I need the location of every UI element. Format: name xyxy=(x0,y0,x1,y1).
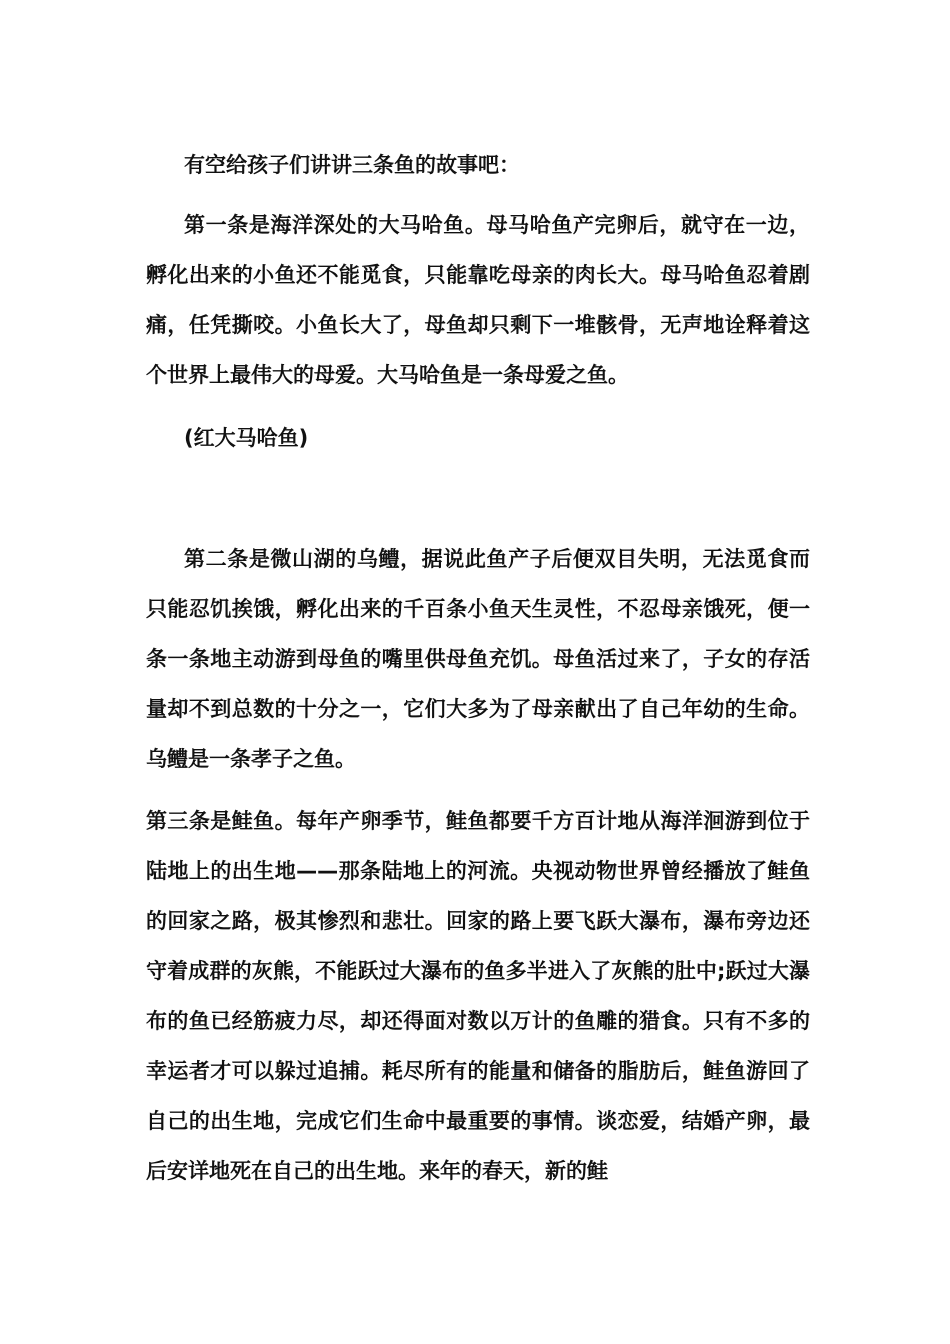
fish2-paragraph: 第二条是微山湖的乌鳢，据说此鱼产子后便双目失明，无法觅食而只能忍饥挨饿，孵化出来的千百条小鱼天生灵性，不忍母亲饿死，便一条一条地主动游到母鱼的嘴里供母鱼充饥。母鱼活过来了，子女的存活量却不到总数的十分之一，它们大多为了母亲献出了自己年幼的生命。乌鳢是一条孝子之鱼。 xyxy=(146,547,810,771)
image-caption: (红大马哈鱼) xyxy=(184,426,309,450)
fish1-paragraph: 第一条是海洋深处的大马哈鱼。母马哈鱼产完卵后，就守在一边，孵化出来的小鱼还不能觅食，只能靠吃母亲的肉长大。母马哈鱼忍着剧痛，任凭撕咬。小鱼长大了，母鱼却只剩下一堆骸骨，无声地诠释着这个世界上最伟大的母爱。大马哈鱼是一条母爱之鱼。 xyxy=(146,213,810,387)
intro-paragraph: 有空给孩子们讲讲三条鱼的故事吧： xyxy=(184,153,520,177)
fish3-paragraph: 第三条是鲑鱼。每年产卵季节，鲑鱼都要千方百计地从海洋洄游到位于陆地上的出生地——那条陆地上的河流。央视动物世界曾经播放了鲑鱼的回家之路，极其惨烈和悲壮。回家的路上要飞跃大瀑布，瀑布旁边还守着成群的灰熊，不能跃过大瀑布的鱼多半进入了灰熊的肚中;跃过大瀑布的鱼已经筋疲力尽，却还得面对数以万计的鱼雕的猎食。只有不多的幸运者才可以躲过追捕。耗尽所有的能量和储备的脂肪后，鲑鱼游回了自己的出生地，完成它们生命中最重要的事情。谈恋爱，结婚产卵，最后安详地死在自己的出生地。来年的春天，新的鲑 xyxy=(146,809,810,1183)
